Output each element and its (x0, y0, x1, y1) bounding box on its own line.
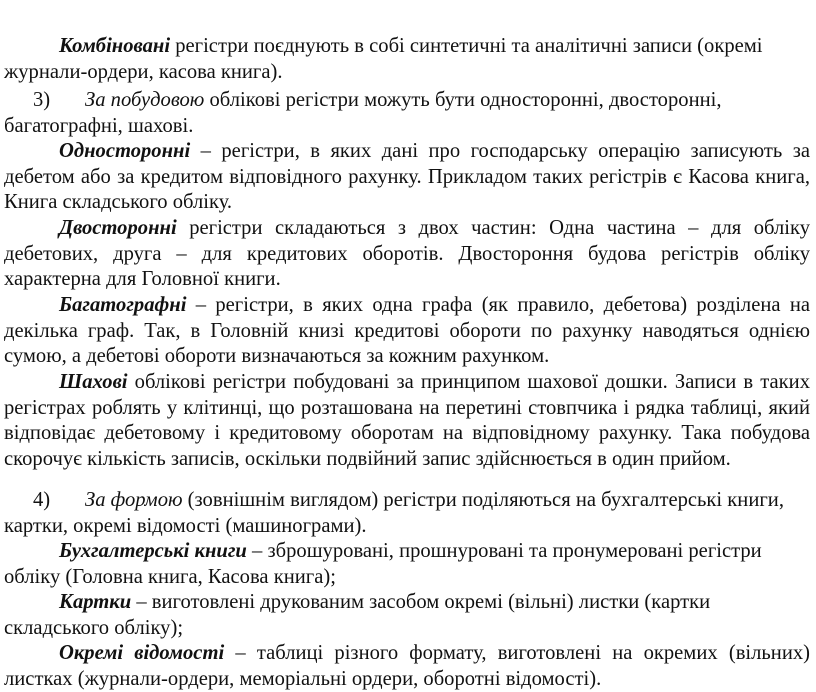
term-by-construction: За побудовою (85, 89, 205, 111)
paragraph-multi-column (4, 293, 810, 370)
term-cards: Картки (59, 591, 132, 613)
term-combined: Комбіновані (59, 35, 171, 57)
term-statements: Окремі відомості (59, 642, 225, 664)
paragraph-cards (4, 590, 810, 641)
paragraph-text: регістри поєднують в собі синтетичні та аналітичні записи (окремі журнали-ордери, касова книга). (4, 35, 763, 83)
paragraph-combined (4, 34, 810, 85)
paragraph-books (4, 539, 810, 590)
paragraph-text: – регістри, в яких одна графа (як правило, дебетова) розділена на декілька граф. Так, в Головній книзі кредитові обороти по рахунку наводяться однією сумою, а дебетові обороти визначаються за кожним рахунком. (4, 294, 810, 368)
paragraph-text: облікові регістри побудовані за принципом шахової дошки. Записи в таких регістрах роблять у клітинці, що розташована на перетині стовпчика і рядка таблиці, який відповідає дебетовому і кредитовому оборотам на відповідному рахунку. Така побудова скорочує кількість записів, оскільки подвійний запис здійснюється в один прийом. (4, 371, 810, 471)
term-one-sided: Односторонні (59, 140, 191, 162)
paragraph-statements (4, 641, 810, 692)
list-number: 4) (33, 489, 51, 511)
list-number: 3) (33, 89, 51, 111)
paragraph-chess (4, 370, 810, 473)
term-chess: Шахові (59, 371, 128, 393)
paragraph-text: – виготовлені друкованим засобом окремі (вільні) листки (картки складського обліку); (4, 591, 711, 639)
paragraph-one-sided (4, 139, 810, 216)
term-books: Бухгалтерські книги (59, 540, 247, 562)
paragraph-text: (зовнішнім виглядом) регістри поділяються на бухгалтерські книги, картки, окремі відомості (машинограми). (4, 489, 784, 537)
term-by-form: За формою (85, 489, 183, 511)
paragraph-by-form (4, 488, 810, 539)
term-multi-column: Багатографні (59, 294, 187, 316)
paragraph-text: облікові регістри можуть бути односторонні, двосторонні, багатографні, шахові. (4, 89, 722, 137)
paragraph-by-construction (4, 88, 810, 139)
paragraph-text: – регістри, в яких дані про господарську операцію записують за дебетом або за кредитом відповідного рахунку. Прикладом таких регістрів є Касова книга, Книга складського обліку. (4, 140, 810, 214)
paragraph-text: – таблиці різного формату, виготовлені на окремих (вільних) листках (журнали-ордери, меморіальні ордери, оборотні відомості). (4, 642, 811, 690)
term-two-sided: Двосторонні (59, 217, 177, 239)
paragraph-two-sided (4, 216, 810, 293)
paragraph-text: – зброшуровані, прошнуровані та пронумеровані регістри обліку (Головна книга, Касова книга); (4, 540, 762, 588)
paragraph-text: регістри складаються з двох частин: Одна частина – для обліку дебетових, друга – для кредитових оборотів. Двостороння будова регістрів обліку характерна для Головної книги. (4, 217, 810, 291)
